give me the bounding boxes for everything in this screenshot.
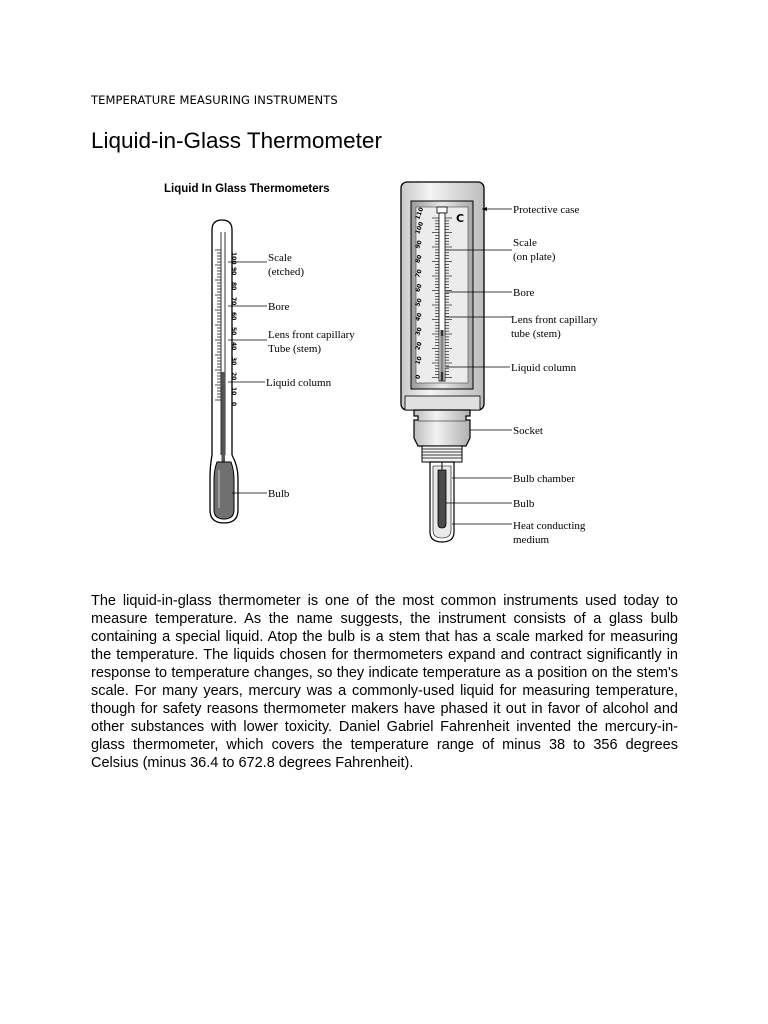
body-paragraph: The liquid-in-glass thermometer is one of the most common instruments used today to measure temperature. As the name suggests, the instrument consists of a glass bulb containing a special liquid. Atop the bulb is a stem that has a scale marked for measuring the temperature. The liquids chosen for thermometers expand and contract significantly in response to temperature changes, so they indicate temperature as a position on the stem's scale. For many years, mercury was a commonly-used liquid for measuring temperature, though for safety reasons thermometer makers have phased it out in favor of alcohol and other substances with lower toxicity. Daniel Gabriel Fahrenheit invented the mercury-in-glass thermometer, which covers the temperature range of minus 38 to 356 degrees Celsius (minus 36.4 to 672.8 degrees Fahrenheit). [91,593,678,771]
right-scale-number: 20 [414,340,424,352]
right-bulb [438,470,446,528]
right-label-protective-case: Protective case [513,204,580,216]
section-title: TEMPERATURE MEASURING INSTRUMENTS [91,93,338,107]
left-thermometer [210,220,238,523]
right-label-socket: Socket [513,425,543,437]
left-label-lens-sub: Tube (stem) [268,343,322,355]
right-scale-number: 100 [414,221,426,236]
right-label-bulb: Bulb [513,498,535,510]
left-scale-number: 70 [230,297,237,306]
right-label-bulb-chamber: Bulb chamber [513,473,576,485]
socket [414,410,470,446]
figure-title: Liquid In Glass Thermometers [164,183,330,195]
right-label-scale: Scale [513,237,537,249]
right-scale-number: 50 [414,297,424,308]
right-thermometer [401,182,484,542]
left-scale-number: 0 [230,402,237,407]
left-scale-number: 80 [230,282,237,291]
page-title: Liquid-in-Glass Thermometer [91,128,382,153]
left-label-liquid-column: Liquid column [266,377,332,389]
right-scale-number: 60 [414,282,424,294]
right-scale-number: 80 [414,253,424,265]
right-label-heat-sub: medium [513,534,550,546]
right-scale-number: 110 [414,206,426,221]
left-scale-number: 60 [230,312,237,321]
left-scale-number: 30 [230,357,237,366]
right-scale-number: 10 [414,355,424,366]
right-label-lens-sub: tube (stem) [511,328,561,340]
left-label-scale: Scale [268,252,292,264]
right-scale-number: 70 [414,268,424,279]
right-scale-number: 40 [414,311,424,323]
left-label-bore: Bore [268,301,290,313]
left-callouts [228,252,355,500]
left-label-lens: Lens front capillary [268,329,355,341]
left-bulb [214,462,234,519]
right-scale-number: 30 [414,326,424,337]
left-scale-number: 40 [230,342,237,351]
unit-label: C [456,212,465,225]
left-scale-number: 100 [230,252,237,265]
left-scale-number: 90 [230,267,237,276]
right-label-bore: Bore [513,287,535,299]
right-label-liquid-column: Liquid column [511,362,577,374]
left-label-bulb: Bulb [268,488,290,500]
left-scale-number: 20 [230,372,237,381]
left-scale-number: 50 [230,327,237,336]
left-label-scale-sub: (etched) [268,266,305,278]
right-scale-number: 90 [414,239,424,250]
right-label-lens: Lens front capillary [511,314,598,326]
right-scale-number: 0 [414,373,423,381]
right-label-scale-sub: (on plate) [513,251,556,263]
right-label-heat: Heat conducting [513,520,586,532]
left-liquid-column [222,372,226,462]
left-scale-number: 10 [230,387,237,396]
